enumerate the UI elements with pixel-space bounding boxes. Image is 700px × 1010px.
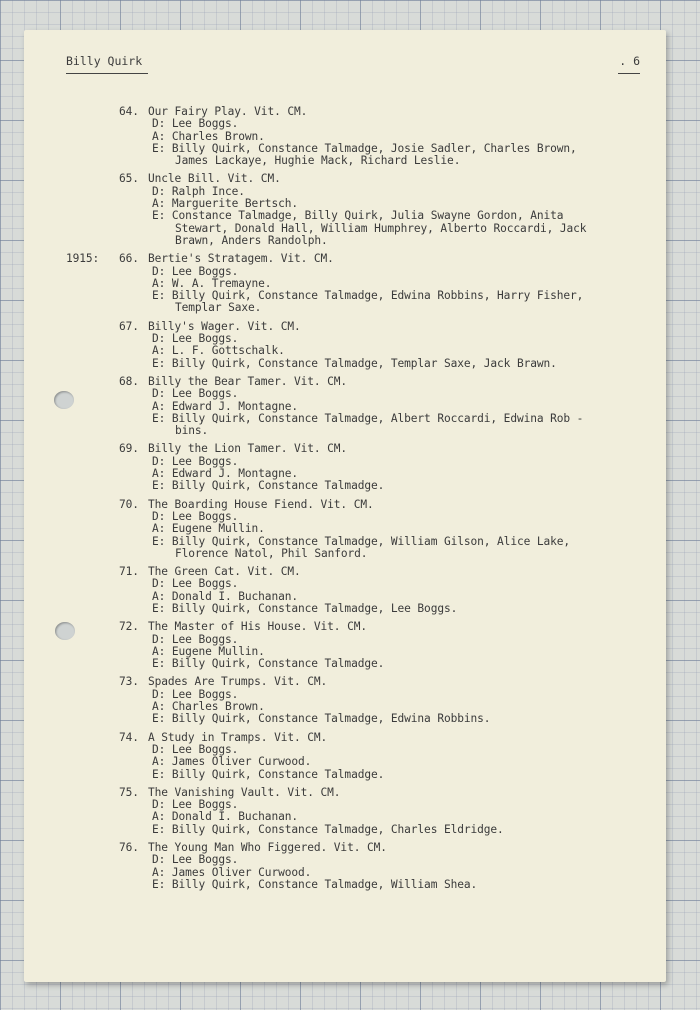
film-entry (24, 842, 666, 891)
author-credit: A: Charles Brown. (152, 129, 265, 143)
director-credit: D: Lee Boggs. (152, 264, 239, 278)
ensemble-credit: E: Constance Talmadge, Billy Quirk, Julia Swayne Gordon, Anita (152, 209, 564, 223)
film-entry (24, 499, 666, 560)
ensemble-credit-continued: Florence Natol, Phil Sanford. (175, 546, 368, 560)
entry-number: 69. (119, 442, 139, 456)
ensemble-credit-continued: Stewart, Donald Hall, William Humphrey, Alberto Roccardi, Jack (175, 221, 587, 235)
film-title: Billy the Bear Tamer. Vit. CM. (148, 374, 348, 388)
ensemble-credit: E: Billy Quirk, Constance Talmadge, Lee Boggs. (152, 601, 458, 615)
ensemble-credit: E: Billy Quirk, Constance Talmadge, Charles Eldridge. (152, 822, 504, 836)
author-credit: A: Eugene Mullin. (152, 522, 265, 536)
film-entry (24, 443, 666, 492)
author-credit: A: James Oliver Curwood. (152, 755, 312, 769)
film-title: Spades Are Trumps. Vit. CM. (148, 675, 328, 689)
author-credit: A: Edward J. Montagne. (152, 399, 298, 413)
film-title: The Young Man Who Figgered. Vit. CM. (148, 841, 387, 855)
film-entry (24, 321, 666, 370)
author-credit: A: Edward J. Montagne. (152, 467, 298, 481)
ensemble-credit: E: Billy Quirk, Constance Talmadge, Edwina Robbins, Harry Fisher, (152, 289, 584, 303)
entry-number: 75. (119, 785, 139, 799)
director-credit: D: Lee Boggs. (152, 798, 239, 812)
ensemble-credit: E: Billy Quirk, Constance Talmadge, William Shea. (152, 877, 478, 891)
film-title: A Study in Tramps. Vit. CM. (148, 730, 328, 744)
film-title: Uncle Bill. Vit. CM. (148, 172, 281, 186)
entry-number: 68. (119, 374, 139, 388)
film-title: Billy's Wager. Vit. CM. (148, 319, 301, 333)
author-credit: A: James Oliver Curwood. (152, 865, 312, 879)
film-title: Bertie's Stratagem. Vit. CM. (148, 252, 334, 266)
film-entry (24, 732, 666, 781)
film-entry (24, 173, 666, 247)
director-credit: D: Lee Boggs. (152, 332, 239, 346)
ensemble-credit: E: Billy Quirk, Constance Talmadge. (152, 657, 385, 671)
director-credit: D: Lee Boggs. (152, 853, 239, 867)
page-number: . 6 (618, 54, 640, 74)
film-entry (24, 566, 666, 615)
author-credit: A: W. A. Tremayne. (152, 276, 272, 290)
ensemble-credit-continued: Brawn, Anders Randolph. (175, 233, 328, 247)
director-credit: D: Lee Boggs. (152, 632, 239, 646)
filmography-list (24, 106, 666, 897)
entry-number: 65. (119, 172, 139, 186)
director-credit: D: Lee Boggs. (152, 742, 239, 756)
author-credit: A: Donald I. Buchanan. (152, 810, 298, 824)
film-entry (24, 621, 666, 670)
page-header-title: Billy Quirk (66, 54, 148, 74)
director-credit: D: Lee Boggs. (152, 117, 239, 131)
director-credit: D: Lee Boggs. (152, 687, 239, 701)
entry-number: 64. (119, 105, 139, 118)
film-title: The Boarding House Fiend. Vit. CM. (148, 497, 374, 511)
entry-number: 66. (119, 252, 139, 266)
typed-page (24, 30, 666, 982)
film-title: The Green Cat. Vit. CM. (148, 565, 301, 579)
film-title: The Master of His House. Vit. CM. (148, 620, 367, 634)
ensemble-credit: E: Billy Quirk, Constance Talmadge. (152, 767, 385, 781)
entry-number: 71. (119, 565, 139, 579)
director-credit: D: Lee Boggs. (152, 509, 239, 523)
film-title: Billy the Lion Tamer. Vit. CM. (148, 442, 348, 456)
film-entry (24, 253, 666, 314)
author-credit: A: Charles Brown. (152, 700, 265, 714)
entry-number: 72. (119, 620, 139, 634)
ensemble-credit-continued: Templar Saxe. (175, 301, 262, 315)
author-credit: A: Eugene Mullin. (152, 644, 265, 658)
ensemble-credit: E: Billy Quirk, Constance Talmadge, Edwina Robbins. (152, 712, 491, 726)
film-title: Our Fairy Play. Vit. CM. (148, 105, 308, 118)
author-credit: A: Marguerite Bertsch. (152, 197, 298, 211)
entry-year: 1915: (66, 252, 100, 266)
ensemble-credit: E: Billy Quirk, Constance Talmadge. (152, 479, 385, 493)
entry-number: 74. (119, 730, 139, 744)
film-entry (24, 676, 666, 725)
ensemble-credit: E: Billy Quirk, Constance Talmadge, Templar Saxe, Jack Brawn. (152, 356, 557, 370)
ensemble-credit-continued: bins. (175, 424, 209, 438)
ensemble-credit: E: Billy Quirk, Constance Talmadge, Josie Sadler, Charles Brown, (152, 141, 577, 155)
entry-number: 73. (119, 675, 139, 689)
film-entry (24, 787, 666, 836)
film-entry (24, 106, 666, 167)
director-credit: D: Lee Boggs. (152, 454, 239, 468)
film-entry (24, 376, 666, 437)
author-credit: A: Donald I. Buchanan. (152, 589, 298, 603)
ensemble-credit-continued: James Lackaye, Hughie Mack, Richard Leslie. (175, 154, 461, 168)
ensemble-credit: E: Billy Quirk, Constance Talmadge, William Gilson, Alice Lake, (152, 534, 571, 548)
entry-number: 67. (119, 319, 139, 333)
film-title: The Vanishing Vault. Vit. CM. (148, 785, 341, 799)
director-credit: D: Lee Boggs. (152, 577, 239, 591)
director-credit: D: Ralph Ince. (152, 184, 245, 198)
director-credit: D: Lee Boggs. (152, 387, 239, 401)
author-credit: A: L. F. Gottschalk. (152, 344, 285, 358)
entry-number: 70. (119, 497, 139, 511)
entry-number: 76. (119, 841, 139, 855)
ensemble-credit: E: Billy Quirk, Constance Talmadge, Albert Roccardi, Edwina Rob - (152, 411, 584, 425)
